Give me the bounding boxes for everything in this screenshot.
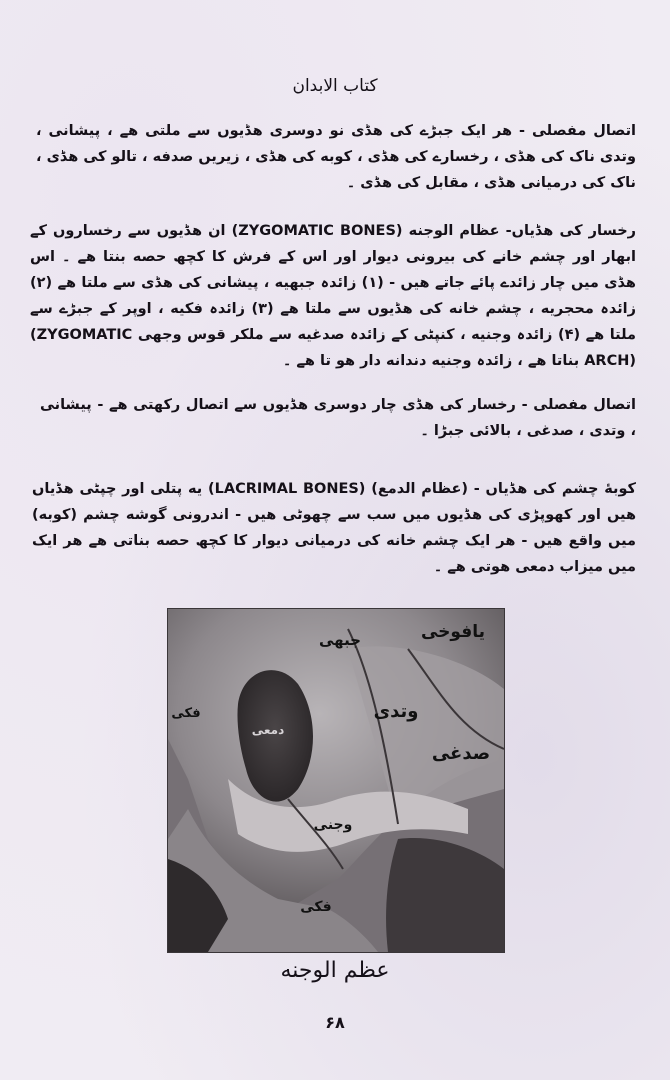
paragraph-text: ھر ایک جبڑے کی ھڈی نو دوسری ھڈیوں سے ملتی ھے ، پیشانی ، وتدی ناک کی ھڈی ، رخسارے کی ھڈی ، کوبه کی ھڈی ، زیریں صدفه ، تالو کی ھڈی ، ناک کی درمیانی ھڈی ، مقابل کی ھڈی ۔	[36, 123, 636, 191]
paragraph-label: اتصال مفصلی -	[521, 397, 636, 413]
paragraph-zygomatic-bones	[30, 218, 636, 374]
figure-label: جبھی	[318, 631, 362, 649]
paragraph-maxilla-articulation	[36, 118, 636, 196]
paragraph-text: (عظام الدمع)	[371, 481, 474, 497]
latin-term: (ZYGOMATIC BONES)	[231, 223, 403, 239]
paragraph-text: ان ھڈیوں سے رخساروں کے ابھار اور چشم خانے کی بیرونی دیوار اور اس کے فرش کا کچھ حصه بنتا ھے ۔ اس ھڈی میں چار زائدے پائے جاتے ھیں - (۱) زائدہ جبھیه ، پیشانی کی ھڈی سے ملتا ھے (۲) زائدہ محجریه ، چشم خانه کی ھڈیوں سے ملتا ھے (۳) زائدہ فکیه ، اوپر کے جبڑے سے ملتا ھے (۴) زائدہ وجنیه ، کنپٹی کے زائدہ صدغیه سے ملکر قوس وجھی	[30, 223, 636, 343]
figure-label: فکی	[300, 899, 332, 915]
figure-label: یافوخی	[420, 622, 486, 642]
paragraph-zygomatic-articulation	[40, 392, 636, 444]
figure-label: وتدی	[373, 701, 419, 722]
page-number: ۶۸	[325, 1013, 345, 1032]
paragraph-text: بناتا ھے ، زائدہ وجنیه دندانه دار ھو تا ھے ۔	[282, 353, 585, 369]
figure-label: فکی	[171, 706, 201, 721]
skull-illustration	[167, 608, 505, 953]
paragraph-label: اتصال مفصلی -	[519, 123, 636, 139]
latin-term: (LACRIMAL BONES)	[208, 481, 366, 497]
paragraph-label: رخسار کی ھڈیاں- عظام الوجنه	[408, 223, 636, 239]
paragraph-lacrimal-bones	[32, 476, 636, 580]
paragraph-text: رخسار کی ھڈی چار دوسری ھڈیوں سے اتصال رکھتی ھے - پیشانی ، وتدی ، صدغی ، بالائی جبڑا ۔	[40, 397, 636, 439]
running-header: کتاب الابدان	[292, 76, 378, 96]
figure-caption: عظم الوجنه	[280, 958, 390, 983]
paragraph-text: یه پتلی اور چپٹی ھڈیاں ھیں اور کھوپڑی کی ھڈیوں میں سب سے چھوٹی ھیں - اندرونی گوشه چشم (کوبه) میں واقع ھیں - ھر ایک چشم خانه کی درمیانی دیوار کا کچھ حصه بناتی ھے ھر ایک میں میزاب دمعی ھوتی ھے ۔	[32, 481, 636, 575]
figure-label: دمعی	[251, 723, 285, 737]
skull-drawing	[168, 609, 504, 952]
figure-label: صدغی	[431, 743, 491, 764]
figure-label: وجنی	[313, 817, 353, 833]
paragraph-label: کوبهٔ چشم کی ھڈیاں -	[473, 481, 636, 497]
latin-term: (ZYGOMATIC ARCH)	[30, 327, 636, 369]
